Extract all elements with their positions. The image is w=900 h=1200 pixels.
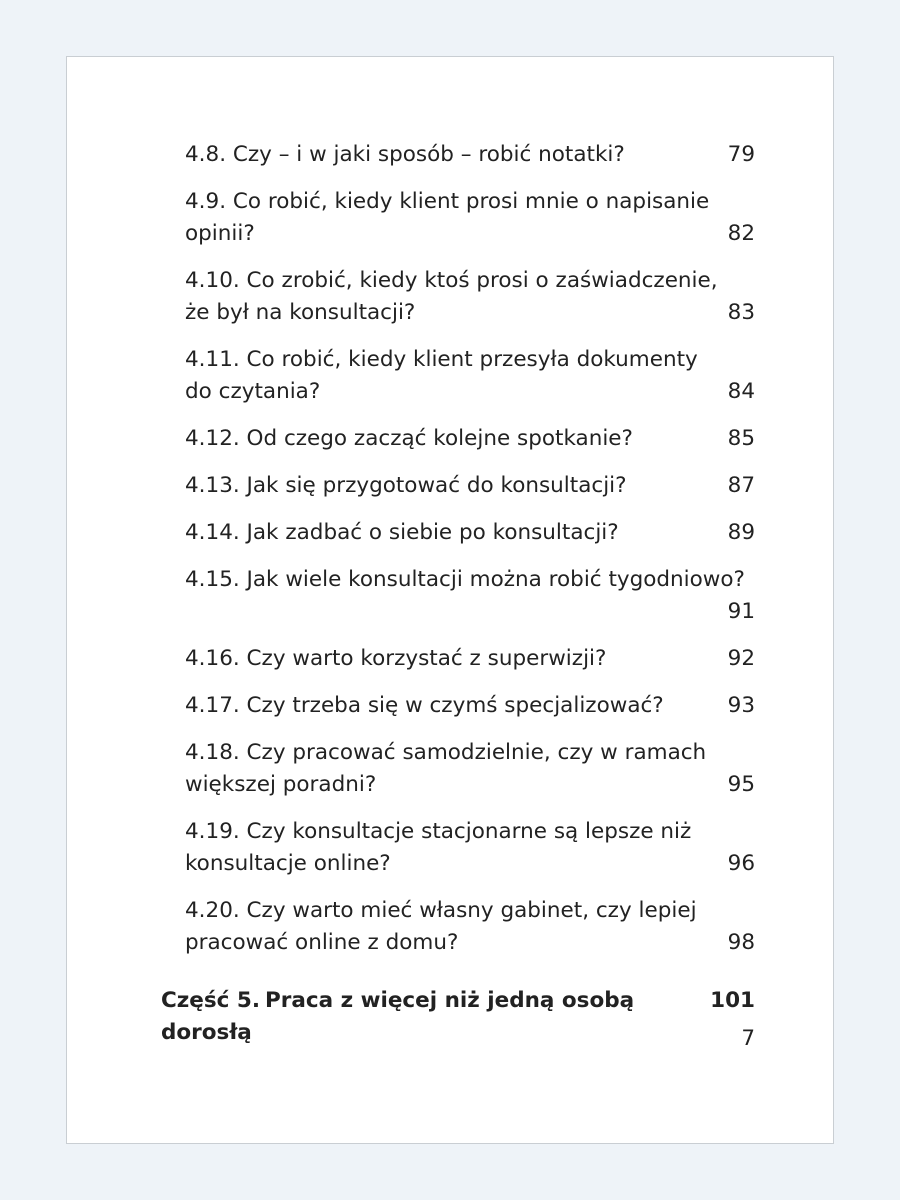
toc-entry-page: 95 bbox=[727, 772, 755, 797]
toc-entry-title: 4.14. Jak zadbać o siebie po konsultacji? bbox=[185, 520, 619, 545]
page-number: 7 bbox=[741, 1026, 755, 1051]
toc-entry bbox=[185, 690, 755, 722]
toc-entry-page: 92 bbox=[727, 646, 755, 671]
toc-entry-page: 91 bbox=[727, 599, 755, 624]
toc-part-title: Praca z więcej niż jedną osobą dorosłą bbox=[161, 988, 635, 1045]
toc-part-heading bbox=[161, 985, 755, 1049]
toc-part-title-group bbox=[161, 985, 710, 1049]
toc-entry-page: 85 bbox=[727, 426, 755, 451]
toc-entry-title: 4.19. Czy konsultacje stacjonarne są lepsze niż konsultacje online? bbox=[185, 819, 692, 876]
toc-entry-title: 4.10. Co zrobić, kiedy ktoś prosi o zaświadczenie, że był na konsultacji? bbox=[185, 268, 718, 325]
toc-entry bbox=[185, 737, 755, 801]
toc-entry bbox=[185, 643, 755, 675]
toc-entry-title: 4.18. Czy pracować samodzielnie, czy w ramach większej poradni? bbox=[185, 740, 707, 797]
toc-entry bbox=[185, 895, 755, 959]
toc-entry-title: 4.16. Czy warto korzystać z superwizji? bbox=[185, 646, 607, 671]
toc-entry-page: 87 bbox=[727, 473, 755, 498]
toc-entry-page: 82 bbox=[727, 221, 755, 246]
toc-entry bbox=[185, 564, 755, 628]
toc-entry-title: 4.9. Co robić, kiedy klient prosi mnie o napisanie opinii? bbox=[185, 189, 710, 246]
toc-entry-page: 98 bbox=[727, 930, 755, 955]
toc-entry-page: 93 bbox=[727, 693, 755, 718]
toc-entry bbox=[185, 470, 755, 502]
toc-entry-page: 83 bbox=[727, 300, 755, 325]
toc-entry-title: 4.11. Co robić, kiedy klient przesyła dokumenty do czytania? bbox=[185, 347, 698, 404]
toc-entry bbox=[185, 517, 755, 549]
toc-entry-title: 4.15. Jak wiele konsultacji można robić tygodniowo? bbox=[185, 567, 745, 592]
toc-entry bbox=[185, 186, 755, 250]
toc-entry-page: 84 bbox=[727, 379, 755, 404]
toc-entry-page: 89 bbox=[727, 520, 755, 545]
toc-entry bbox=[185, 344, 755, 408]
toc-entry-title: 4.12. Od czego zacząć kolejne spotkanie? bbox=[185, 426, 633, 451]
toc-entry-title: 4.17. Czy trzeba się w czymś specjalizować? bbox=[185, 693, 664, 718]
toc-entry-page: 79 bbox=[727, 142, 755, 167]
toc-entry bbox=[185, 816, 755, 880]
toc-part-page: 101 bbox=[710, 988, 755, 1013]
toc-entry bbox=[185, 265, 755, 329]
toc-entry-title: 4.8. Czy – i w jaki sposób – robić notatki? bbox=[185, 142, 625, 167]
toc-entry-title: 4.13. Jak się przygotować do konsultacji? bbox=[185, 473, 627, 498]
toc-entry-title: 4.20. Czy warto mieć własny gabinet, czy lepiej pracować online z domu? bbox=[185, 898, 697, 955]
toc-entry-page: 96 bbox=[727, 851, 755, 876]
toc-part-label: Część 5. bbox=[161, 988, 261, 1013]
toc-entry bbox=[185, 423, 755, 455]
table-of-contents bbox=[185, 139, 755, 974]
document-page bbox=[66, 56, 834, 1144]
toc-entry bbox=[185, 139, 755, 171]
